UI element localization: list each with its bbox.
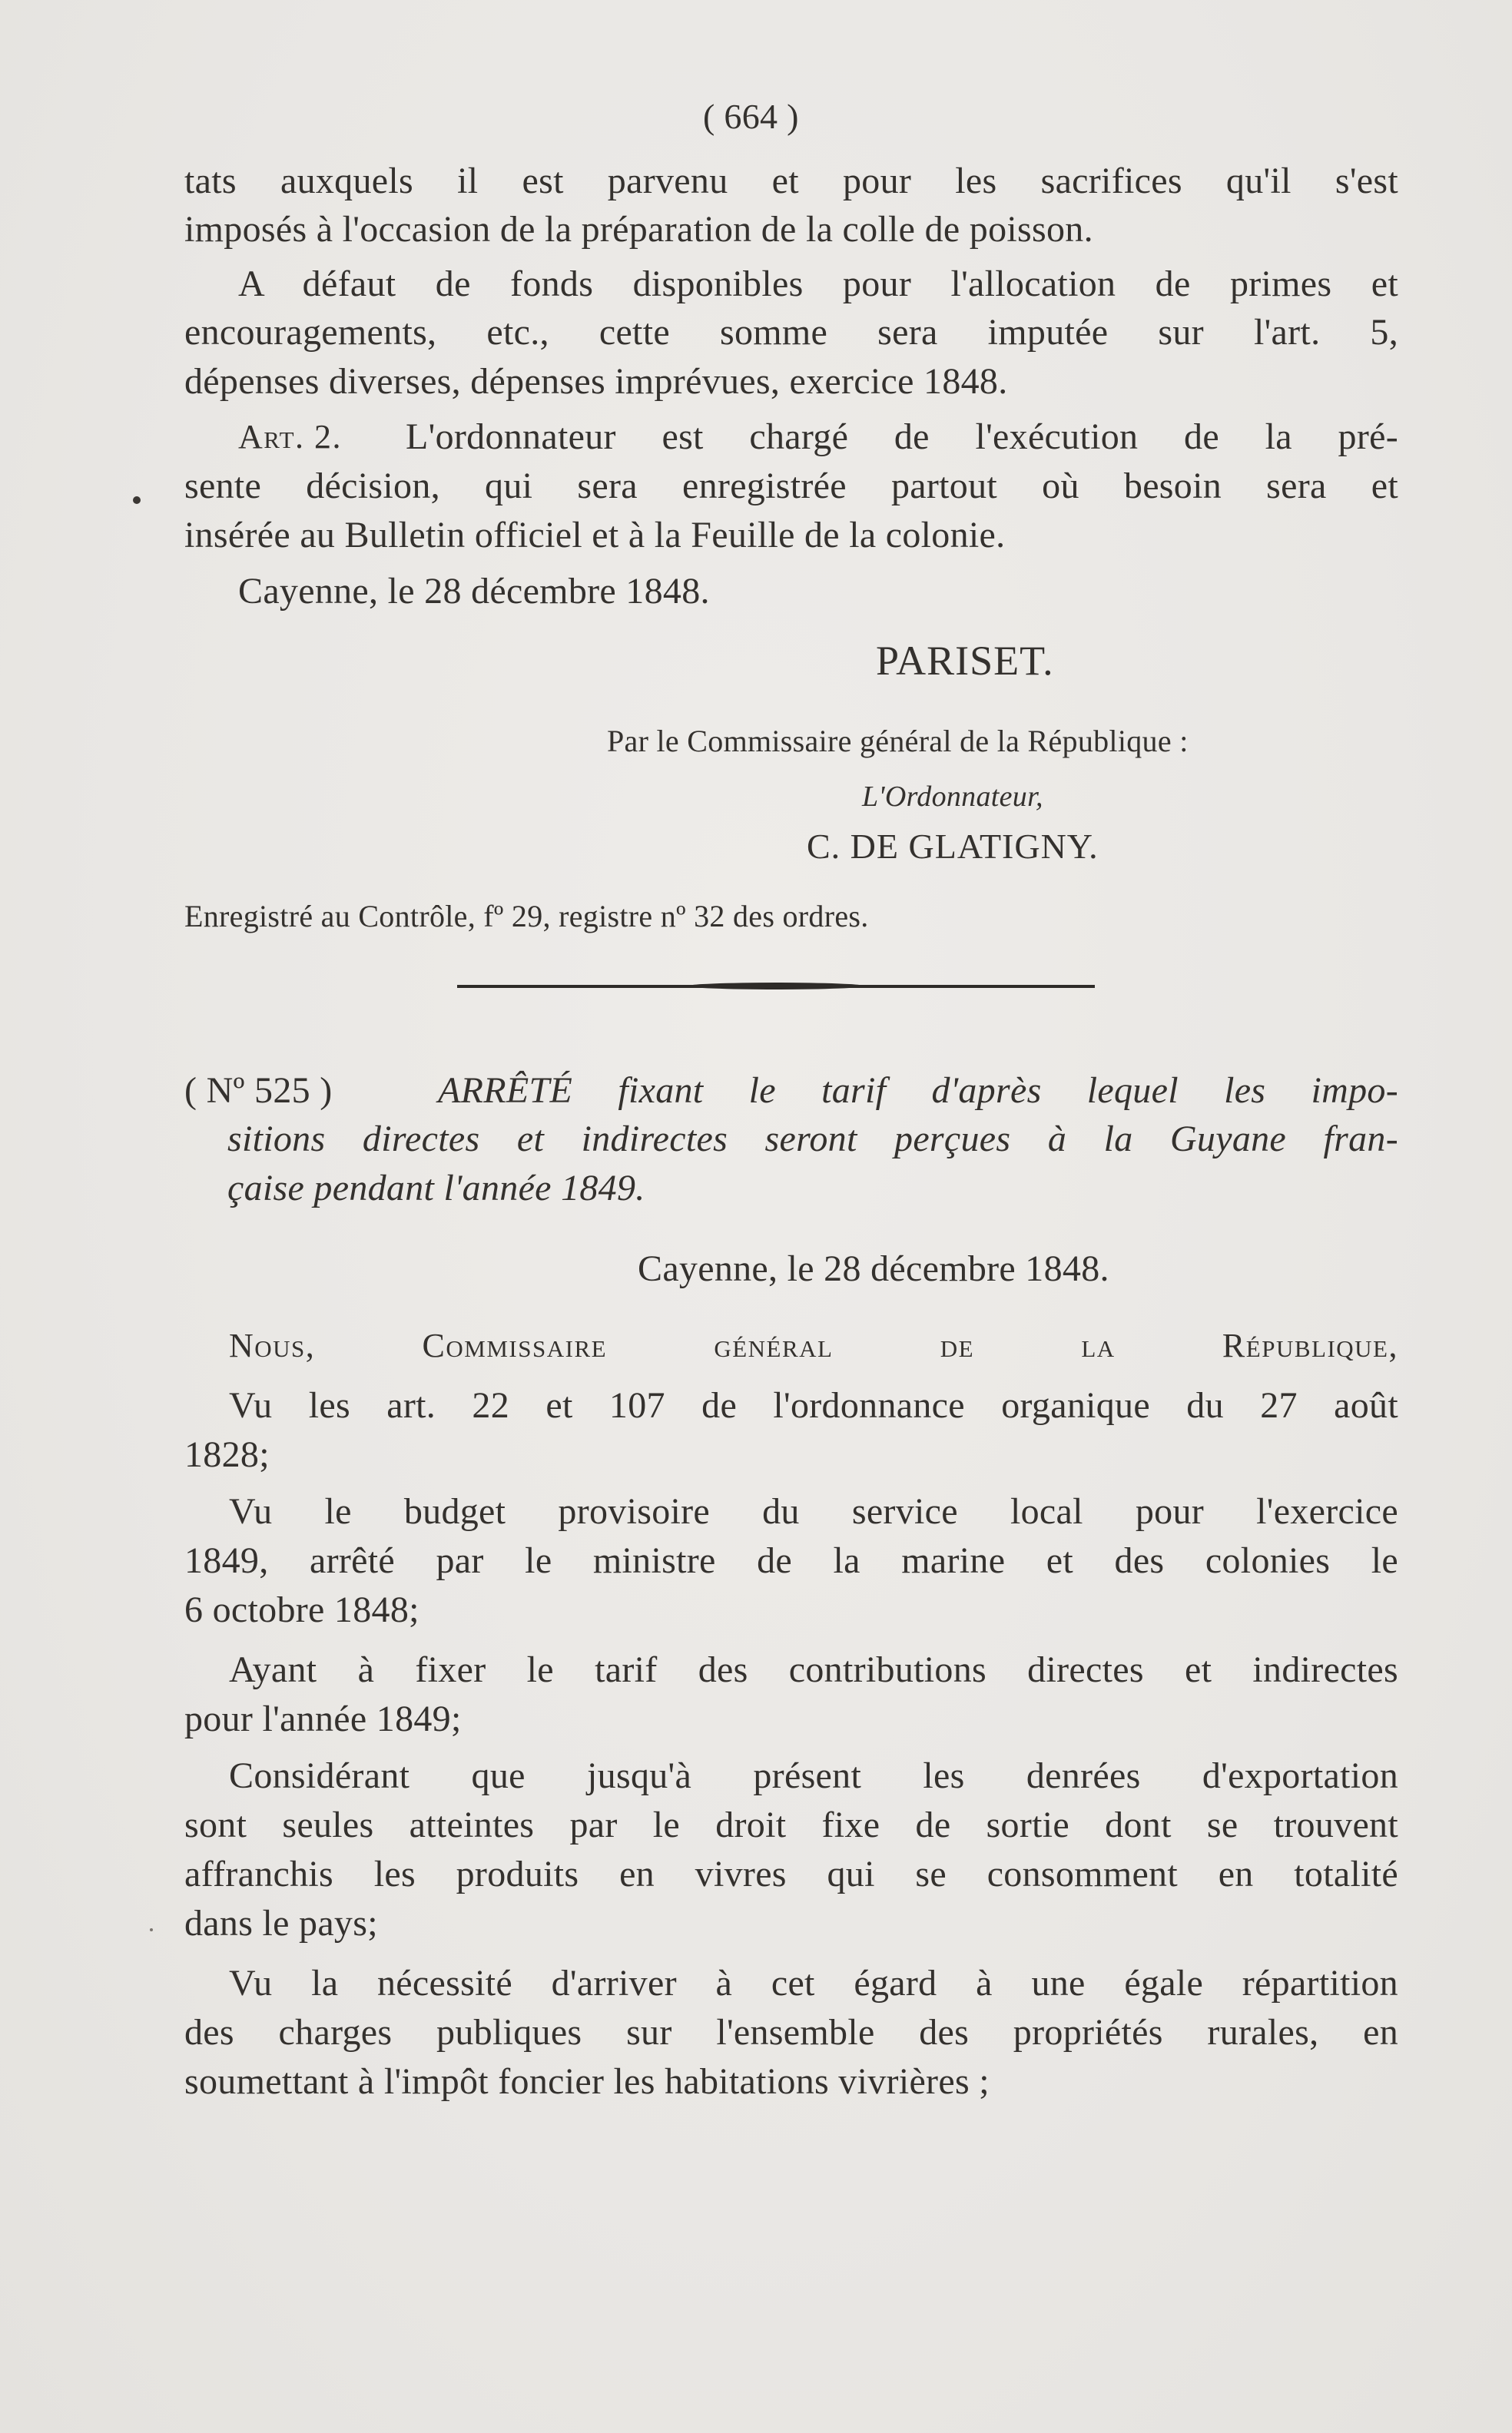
consideration-line: sont seules atteintes par le droit fixe de sortie dont se trouvent — [184, 1805, 1398, 1845]
decree-title-line: çaise pendant l'année 1849. — [227, 1168, 645, 1208]
text-line: encouragements, etc., cette somme sera imputée sur l'art. 5, — [184, 312, 1398, 353]
consideration-line: affranchis les produits en vivres qui se consomment en totalité — [184, 1854, 1398, 1894]
consideration-line: pour l'année 1849; — [184, 1699, 462, 1739]
decree-preamble: Nous, Commissaire général de la République, — [229, 1327, 1398, 1364]
ordonnateur-name: C. DE GLATIGNY. — [807, 827, 1099, 866]
ink-speck — [133, 496, 141, 504]
decree-number: ( Nº 525 ) — [184, 1070, 333, 1111]
consideration-line: des charges publiques sur l'ensemble des propriétés rurales, en — [184, 2012, 1398, 2053]
consideration-line: Vu les art. 22 et 107 de l'ordonnance organique du 27 août — [229, 1385, 1398, 1426]
text-line: imposés à l'occasion de la préparation de la colle de poisson. — [184, 209, 1093, 250]
signature: PARISET. — [876, 638, 1054, 684]
consideration-line: Vu la nécessité d'arriver à cet égard à une égale répartition — [229, 1963, 1398, 2004]
section-divider — [457, 985, 1095, 988]
text-line: dépenses diverses, dépenses imprévues, exercice 1848. — [184, 361, 1008, 402]
text-line: L'ordonnateur est chargé de l'exécution de la pré- — [406, 416, 1398, 457]
text-line: insérée au Bulletin officiel et à la Feuille de la colonie. — [184, 515, 1006, 555]
consideration-line: soumettant à l'impôt foncier les habitations vivrières ; — [184, 2061, 990, 2102]
ordonnateur-title: L'Ordonnateur, — [862, 781, 1043, 813]
text-line: A défaut de fonds disponibles pour l'allocation de primes et — [238, 264, 1398, 304]
article-label: Art. 2. — [238, 418, 343, 456]
decree-title-line: ARRÊTÉ fixant le tarif d'après lequel les impo- — [438, 1070, 1398, 1111]
by-commissioner: Par le Commissaire général de la République : — [607, 724, 1189, 758]
decree-date: Cayenne, le 28 décembre 1848. — [638, 1248, 1109, 1289]
decree-title-line: sitions directes et indirectes seront perçues à la Guyane fran- — [227, 1119, 1398, 1159]
consideration-line: 1849, arrêté par le ministre de la marine et des colonies le — [184, 1540, 1398, 1581]
consideration-line: dans le pays; — [184, 1903, 378, 1944]
consideration-line: Vu le budget provisoire du service local pour l'exercice — [229, 1491, 1398, 1532]
registration: Enregistré au Contrôle, fº 29, registre nº 32 des ordres. — [184, 899, 869, 933]
consideration-line: Considérant que jusqu'à présent les denrées d'exportation — [229, 1755, 1398, 1796]
consideration-line: 6 octobre 1848; — [184, 1589, 419, 1630]
place-date: Cayenne, le 28 décembre 1848. — [238, 571, 710, 612]
page-number: ( 664 ) — [703, 97, 799, 136]
ink-speck — [150, 1928, 153, 1931]
consideration-line: 1828; — [184, 1434, 270, 1475]
text-line: sente décision, qui sera enregistrée partout où besoin sera et — [184, 466, 1398, 506]
text-line: tats auxquels il est parvenu et pour les sacrifices qu'il s'est — [184, 161, 1398, 201]
consideration-line: Ayant à fixer le tarif des contributions directes et indirectes — [229, 1649, 1398, 1690]
